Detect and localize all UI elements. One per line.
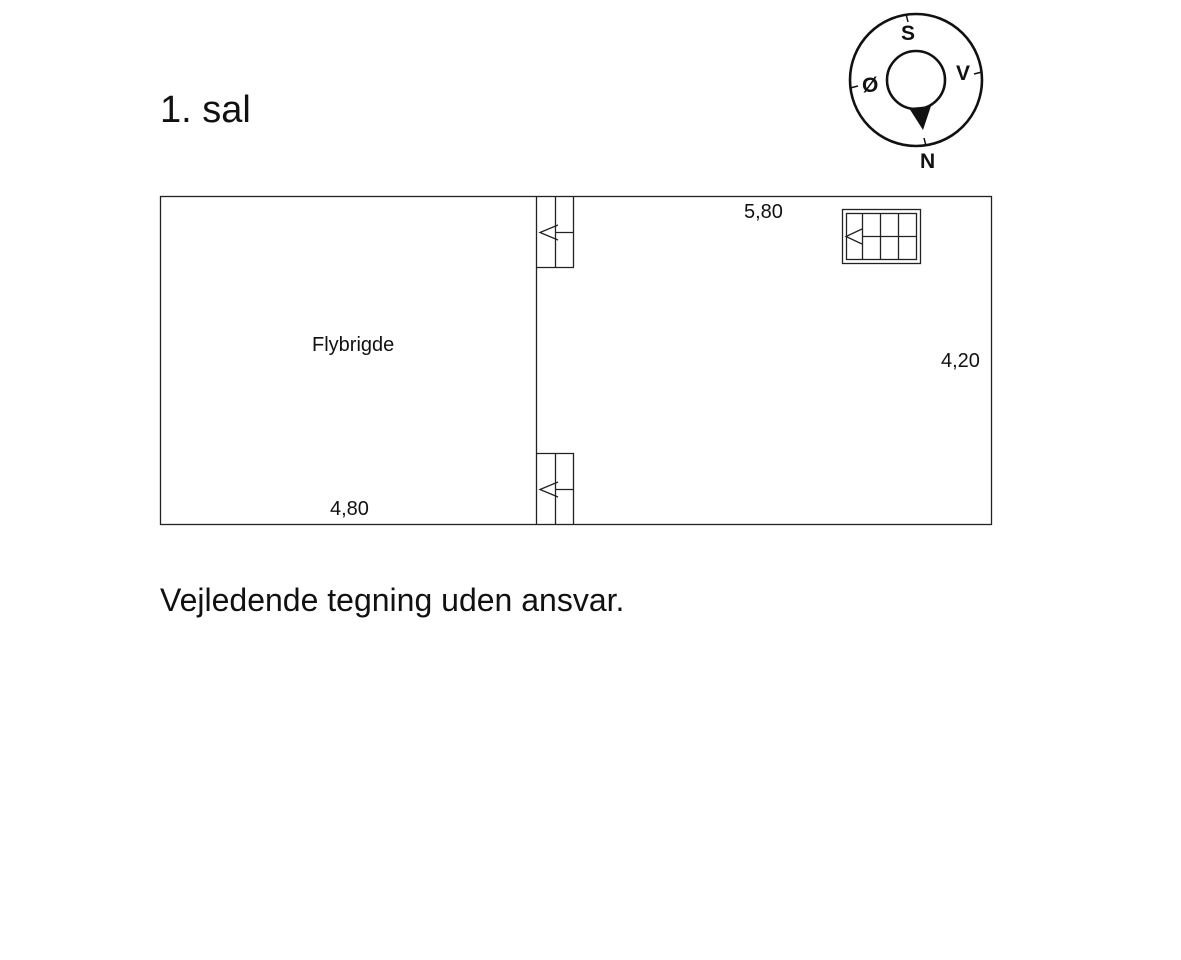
compass-label-east: Ø: [862, 74, 879, 97]
compass-rose-icon: [844, 8, 990, 176]
stair-top: [536, 196, 574, 268]
compass-needle-icon: [909, 106, 931, 130]
compass-label-west: V: [956, 62, 971, 85]
compass-label-south: S: [901, 22, 916, 45]
dimension-right: 4,20: [941, 350, 980, 372]
dimension-top: 5,80: [744, 201, 783, 223]
stair-arrow-icon: [540, 225, 558, 240]
stair-bottom: [536, 453, 574, 524]
stair-arrow-icon: [540, 482, 558, 497]
disclaimer: Vejledende tegning uden ansvar.: [160, 582, 625, 618]
floor-title: 1. sal: [160, 89, 251, 131]
hatch-ladder: [843, 210, 921, 264]
compass-inner-ring: [887, 51, 945, 109]
hatch-arrow-icon: [846, 229, 862, 244]
room-label: Flybrigde: [312, 334, 395, 356]
plan-outline: [161, 197, 992, 525]
compass-label-north: N: [920, 150, 936, 173]
dimension-bottom: 4,80: [330, 498, 369, 520]
